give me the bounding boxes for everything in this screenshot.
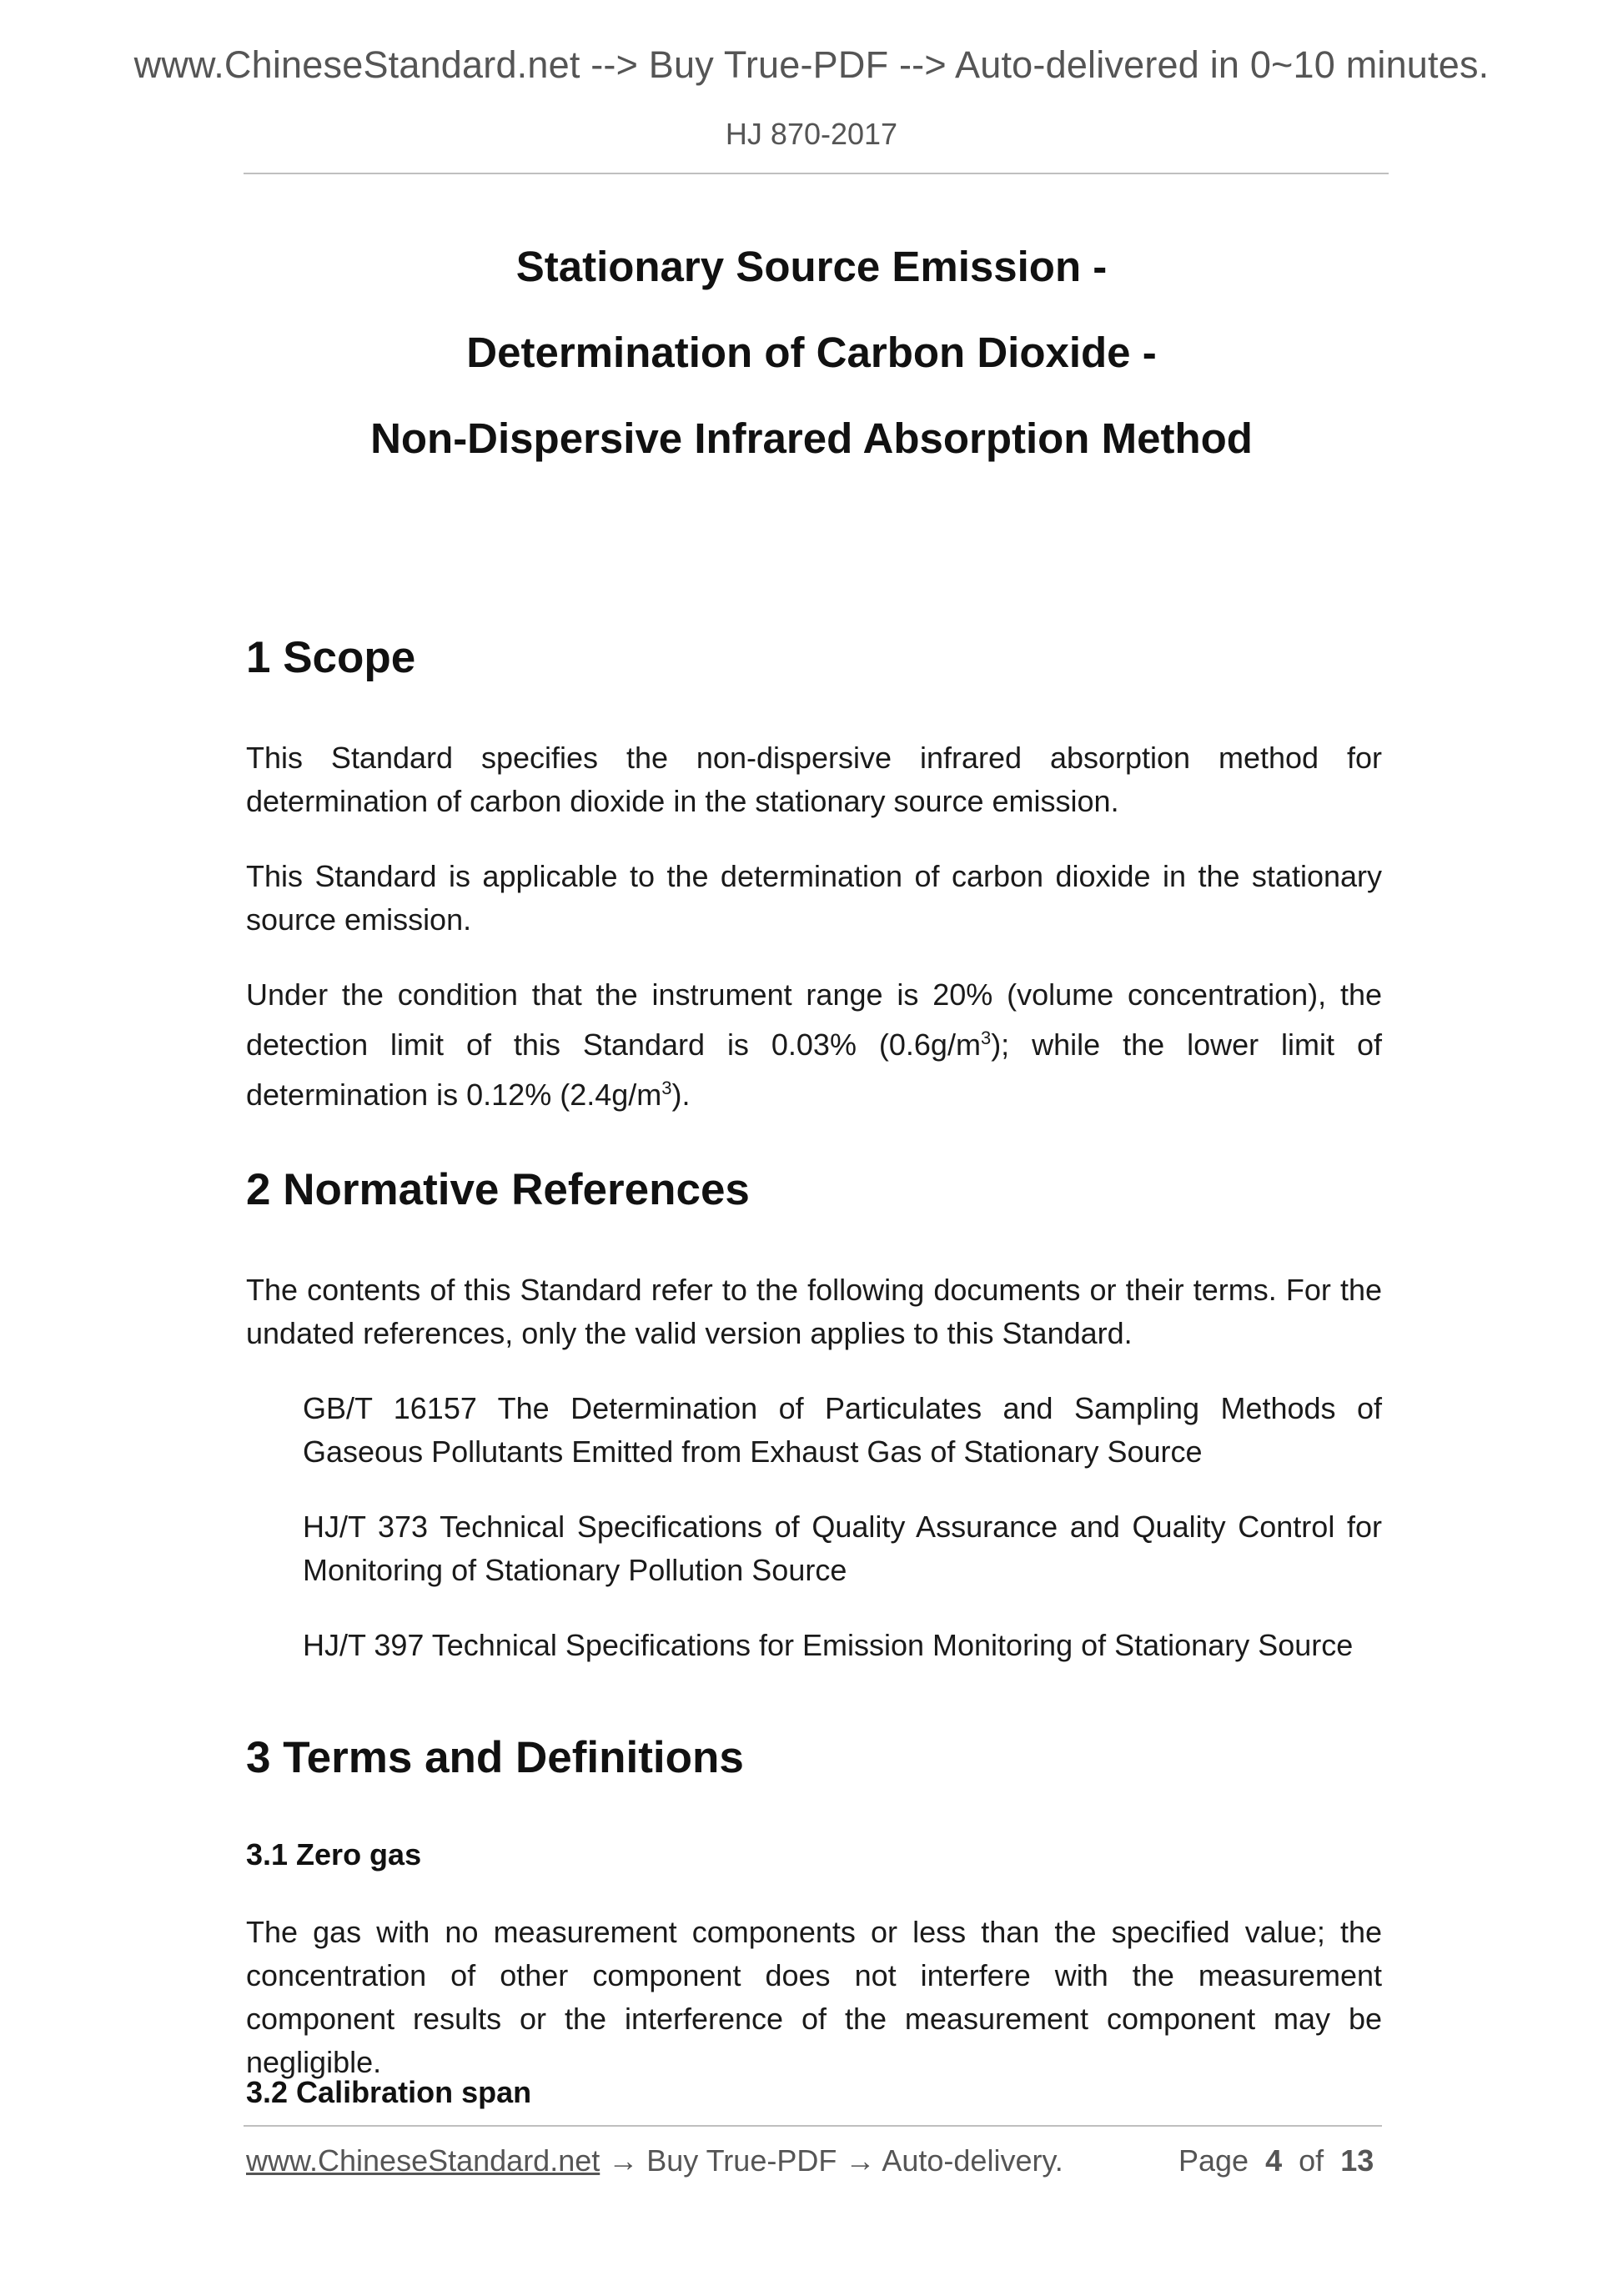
- section-1-heading: 1 Scope: [246, 633, 416, 682]
- title-line-3: Non-Dispersive Infrared Absorption Method: [370, 414, 1253, 462]
- section-2-heading: 2 Normative References: [246, 1165, 750, 1214]
- page-label: Page: [1178, 2143, 1249, 2178]
- footer-site-link[interactable]: www.ChineseStandard.net: [246, 2143, 600, 2178]
- section-3-heading: 3 Terms and Definitions: [246, 1733, 744, 1782]
- superscript: 3: [661, 1078, 672, 1098]
- footer-delivery-text: Auto-delivery.: [882, 2143, 1063, 2178]
- scope-text-c: ).: [671, 1078, 691, 1112]
- superscript: 3: [980, 1027, 992, 1048]
- header-divider: [244, 173, 1389, 174]
- reference-item: HJ/T 373 Technical Specifications of Quality Assurance and Quality Control for Monitoring of Stationary Pollution Source: [303, 1510, 1382, 1587]
- subsection-3-2-heading: 3.2 Calibration span: [246, 2075, 532, 2109]
- title-line-2: Determination of Carbon Dioxide -: [466, 329, 1157, 376]
- scope-paragraph-3: [246, 973, 1382, 1117]
- subsection-3-1-heading: 3.1 Zero gas: [246, 1837, 422, 1871]
- scope-text-a: Under the condition that the instrument range is 20% (volume concentration), the detection limit of this Standard is 0.03% (0.6g/m: [246, 977, 1382, 1062]
- site-banner: www.ChineseStandard.net --> Buy True-PDF --> Auto-delivered in 0~10 minutes.: [133, 43, 1490, 86]
- page-indicator: [1178, 2143, 1374, 2178]
- scope-text-b: ); while the lower limit of determination is 0.12% (2.4g/m: [246, 1027, 1382, 1112]
- reference-item: GB/T 16157 The Determination of Particulates and Sampling Methods of Gaseous Pollutants Emitted from Exhaust Gas of Stationary Source: [303, 1391, 1382, 1469]
- title-line-1: Stationary Source Emission -: [515, 243, 1108, 290]
- scope-paragraph-2: This Standard is applicable to the determination of carbon dioxide in the stationary source emission.: [246, 859, 1382, 937]
- document-id: HJ 870-2017: [725, 117, 898, 151]
- page-total: 13: [1340, 2143, 1374, 2178]
- scope-paragraph-1: This Standard specifies the non-dispersive infrared absorption method for determination of carbon dioxide in the stationary source emission.: [246, 741, 1382, 818]
- footer-buy-text: Buy True-PDF: [646, 2143, 837, 2178]
- arrow-icon: →: [600, 2143, 647, 2178]
- of-label: of: [1299, 2143, 1324, 2178]
- zero-gas-definition: The gas with no measurement components or less than the specified value; the concentration of other component does not interfere with the measurement component results or the interference of the measurement component may be negligible.: [246, 1915, 1382, 2079]
- footer-divider: [244, 2125, 1382, 2127]
- footer-promo: [246, 2143, 1063, 2178]
- page-number: 4: [1265, 2143, 1283, 2178]
- reference-item: HJ/T 397 Technical Specifications for Emission Monitoring of Stationary Source: [303, 1628, 1354, 1662]
- arrow-icon: →: [837, 2143, 882, 2178]
- references-intro: The contents of this Standard refer to the following documents or their terms. For the undated references, only the valid version applies to this Standard.: [246, 1273, 1382, 1350]
